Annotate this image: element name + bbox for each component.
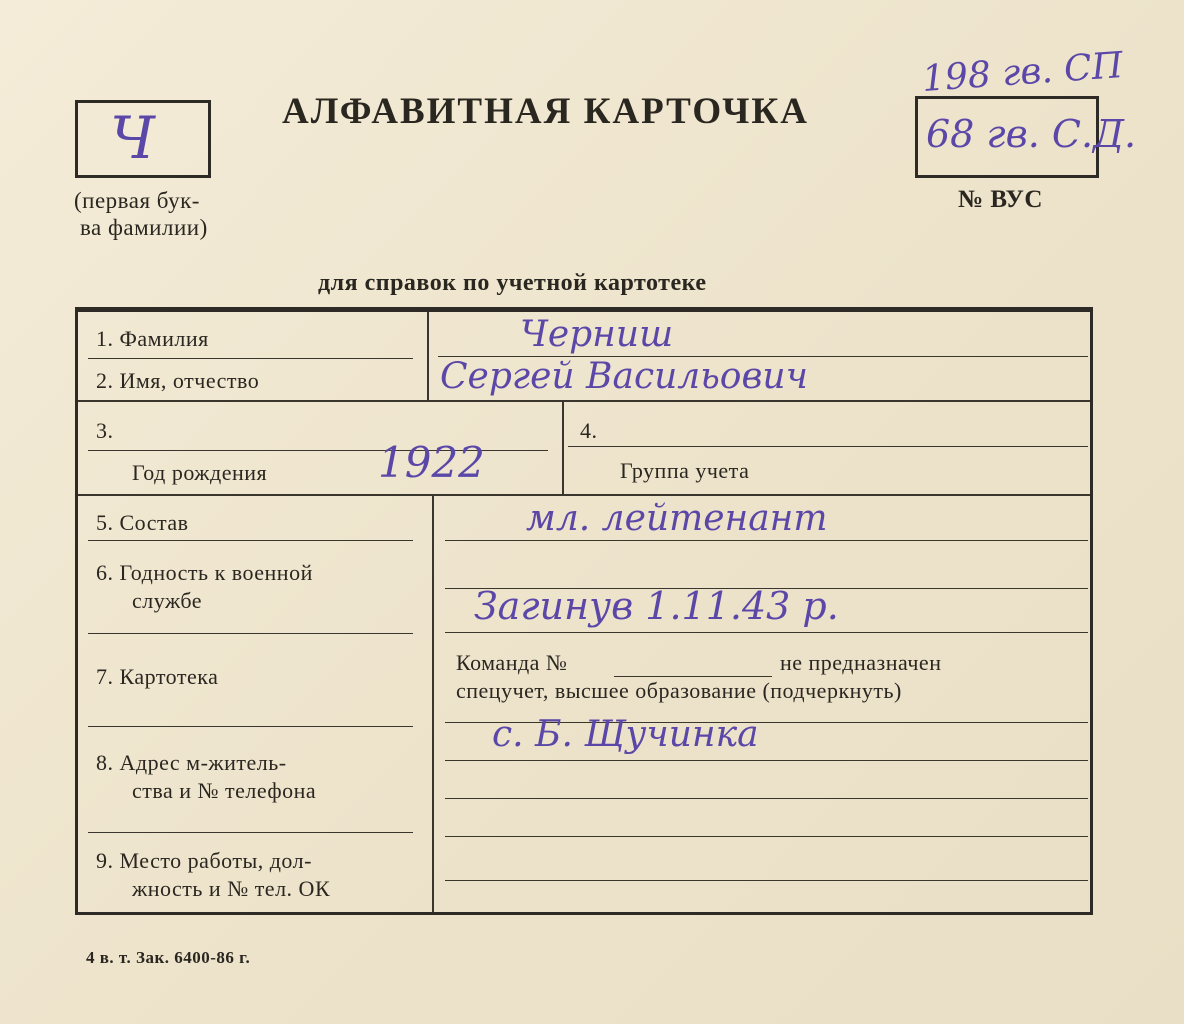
field-3-sublabel: Год рождения bbox=[132, 460, 268, 485]
field-4-sublabel: Группа учета bbox=[620, 458, 750, 483]
field-5-label: 5. Состав bbox=[96, 510, 189, 535]
field-7-printed-2: спецучет, высшее образование (подчеркнуть) bbox=[456, 678, 902, 703]
rule-line bbox=[445, 880, 1088, 881]
divider-v3 bbox=[432, 496, 434, 912]
field-7-printed-1a: Команда № bbox=[456, 650, 568, 675]
field-1-label: 1. Фамилия bbox=[96, 326, 209, 351]
rule-line bbox=[568, 446, 1088, 447]
rule-line bbox=[445, 836, 1088, 837]
field-8-label-1: 8. Адрес м-житель- bbox=[96, 750, 287, 775]
rule-line bbox=[445, 760, 1088, 761]
rule-line bbox=[88, 726, 413, 727]
field-3-value: 1922 bbox=[378, 438, 485, 487]
field-2-value: Сергей Васильович bbox=[440, 356, 809, 397]
vus-handwritten-note: 198 гв. СП bbox=[920, 45, 1125, 100]
vus-caption: № ВУС bbox=[958, 186, 1043, 213]
field-9-label-1: 9. Место работы, дол- bbox=[96, 848, 312, 873]
divider-v1 bbox=[427, 312, 429, 400]
first-letter-caption-1: (первая бук- bbox=[74, 188, 200, 213]
rule-line bbox=[88, 633, 413, 634]
field-7-printed-1b: не предназначен bbox=[780, 650, 942, 675]
section-line bbox=[78, 494, 1090, 496]
vus-value: 68 гв. С.Д. bbox=[926, 112, 1137, 156]
rule-line bbox=[88, 832, 413, 833]
field-4-label: 4. bbox=[580, 418, 598, 443]
field-7-label: 7. Картотека bbox=[96, 664, 219, 689]
field-6-value: Загинув 1.11.43 р. bbox=[474, 584, 839, 628]
rule-line bbox=[88, 358, 413, 359]
section-line bbox=[78, 400, 1090, 402]
first-letter-value: Ч bbox=[110, 104, 155, 172]
rule-line bbox=[445, 798, 1088, 799]
field-3-label: 3. bbox=[96, 418, 114, 443]
divider-v2 bbox=[562, 402, 564, 494]
command-number-blank bbox=[614, 676, 772, 677]
field-8-label-2: ства и № телефона bbox=[132, 778, 317, 803]
field-9-label-2: жность и № тел. ОК bbox=[132, 876, 331, 901]
rule-line bbox=[88, 540, 413, 541]
rule-line bbox=[445, 632, 1088, 633]
field-2-label: 2. Имя, отчество bbox=[96, 368, 260, 393]
first-letter-caption-2: ва фамилии) bbox=[80, 215, 208, 240]
field-6-label-1: 6. Годность к военной bbox=[96, 560, 313, 585]
field-6-label-2: службе bbox=[132, 588, 203, 613]
field-1-value: Черниш bbox=[520, 314, 674, 355]
field-5-value: мл. лейтенант bbox=[526, 498, 828, 539]
rule-line bbox=[445, 540, 1088, 541]
print-mark: 4 в. т. Зак. 6400-86 г. bbox=[86, 948, 251, 967]
card-title: АЛФАВИТНАЯ КАРТОЧКА bbox=[282, 91, 809, 132]
field-7-value: с. Б. Щучинка bbox=[492, 714, 759, 755]
card-subtitle: для справок по учетной картотеке bbox=[318, 270, 707, 296]
